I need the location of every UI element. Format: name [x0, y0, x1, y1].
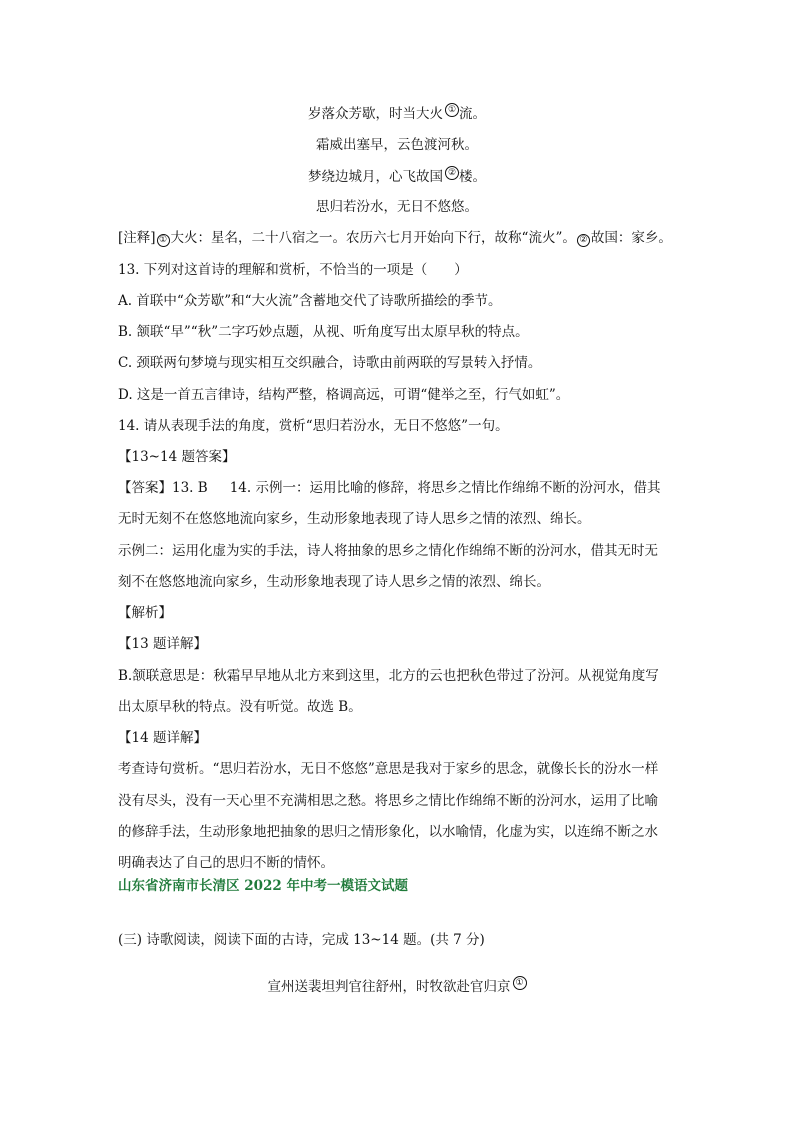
poem-line-3 — [0, 166, 794, 187]
answer-example-2-line-1: 示例二：运用化虚为实的手法，诗人将抽象的思乡之情化作绵绵不断的汾河水，借其无时无 — [118, 543, 658, 559]
next-section-instruction: (三) 诗歌阅读，阅读下面的古诗，完成 13~14 题。(共 7 分) — [118, 932, 485, 948]
analysis-14-header: 【14 题详解】 — [118, 730, 207, 746]
analysis-14-line-1: 考查诗句赏析。“思归若汾水，无日不悠悠”意思是我对于家乡的思念，就像长长的汾水一样 — [118, 761, 659, 777]
poem-line-2: 霜威出塞早，云色渡河秋。 — [316, 137, 478, 153]
poem-line-3-text-a: 梦绕边城月，心飞故国 — [308, 169, 443, 185]
poem-annotation — [118, 228, 672, 248]
poem-line-1 — [0, 103, 794, 124]
note-marker-2: ② — [445, 166, 459, 180]
analysis-13-line-1: B.颔联意思是：秋霜早早地从北方来到这里，北方的云也把秋色带过了汾河。从视觉角度写 — [118, 668, 659, 684]
next-exam-title: 山东省济南市长清区 2022 年中考一模语文试题 — [118, 878, 408, 894]
note-marker-1: ① — [445, 103, 459, 117]
annotation-text-2: 故国：家乡。 — [590, 230, 672, 246]
analysis-14-line-4: 明确表达了自己的思归不断的情怀。 — [118, 855, 334, 871]
answer-line-1 — [118, 478, 660, 498]
analysis-13-line-2: 出太原早秋的特点。没有听觉。故选 B。 — [118, 699, 362, 715]
answer-example-2-line-2: 刻不在悠悠地流向家乡，生动形象地表现了诗人思乡之情的浓烈、绵长。 — [118, 574, 550, 590]
annotation-marker-1: ① — [157, 234, 170, 247]
question-13-option-d: D. 这是一首五言律诗，结构严整，格调高远，可谓“健举之至，行气如虹”。 — [118, 387, 570, 403]
poem-line-1-text-a: 岁落众芳歇，时当大火 — [308, 106, 443, 122]
question-13-option-a: A. 首联中“众芳歇”和“大火流”含蓄地交代了诗歌所描绘的季节。 — [118, 293, 502, 309]
next-poem-note-marker: ① — [513, 976, 527, 990]
next-poem-title — [0, 976, 794, 997]
poem-line-3-text-b: 楼。 — [459, 169, 486, 185]
answer-label: 【答案】13. B — [118, 480, 208, 496]
poem-line-1-text-b: 流。 — [459, 106, 486, 122]
question-14-stem: 14. 请从表现手法的角度，赏析“思归若汾水，无日不悠悠”一句。 — [118, 418, 509, 434]
poem-line-4: 思归若汾水，无日不悠悠。 — [316, 199, 478, 215]
answer-example-1-line-1: 14. 示例一：运用比喻的修辞，将思乡之情比作绵绵不断的汾河水，借其 — [229, 480, 661, 496]
analysis-14-line-2: 没有尽头，没有一天心里不充满相思之愁。将思乡之情比作绵绵不断的汾河水，运用了比喻 — [118, 793, 658, 809]
answer-header: 【13~14 题答案】 — [118, 449, 236, 465]
analysis-13-header: 【13 题详解】 — [118, 636, 207, 652]
answer-example-1-line-2: 无时无刻不在悠悠地流向家乡，生动形象地表现了诗人思乡之情的浓烈、绵长。 — [118, 511, 591, 527]
analysis-header: 【解析】 — [118, 605, 172, 621]
annotation-text-1: 大火：星名，二十八宿之一。农历六七月开始向下行，故称“流火”。 — [170, 230, 576, 246]
question-13-option-c: C. 颈联两句梦境与现实相互交织融合，诗歌由前两联的写景转入抒情。 — [118, 355, 542, 371]
question-13-stem: 13. 下列对这首诗的理解和赏析，不恰当的一项是（ ） — [118, 262, 468, 278]
annotation-marker-2: ② — [577, 234, 590, 247]
analysis-14-line-3: 的修辞手法，生动形象地把抽象的思归之情形象化，以水喻情，化虚为实，以连绵不断之水 — [118, 824, 658, 840]
annotation-prefix: [注释] — [118, 230, 156, 246]
next-poem-title-text: 宣州送裴坦判官往舒州，时牧欲赴官归京 — [267, 979, 511, 995]
question-13-option-b: B. 颔联“早”“秋”二字巧妙点题，从视、听角度写出太原早秋的特点。 — [118, 324, 529, 340]
